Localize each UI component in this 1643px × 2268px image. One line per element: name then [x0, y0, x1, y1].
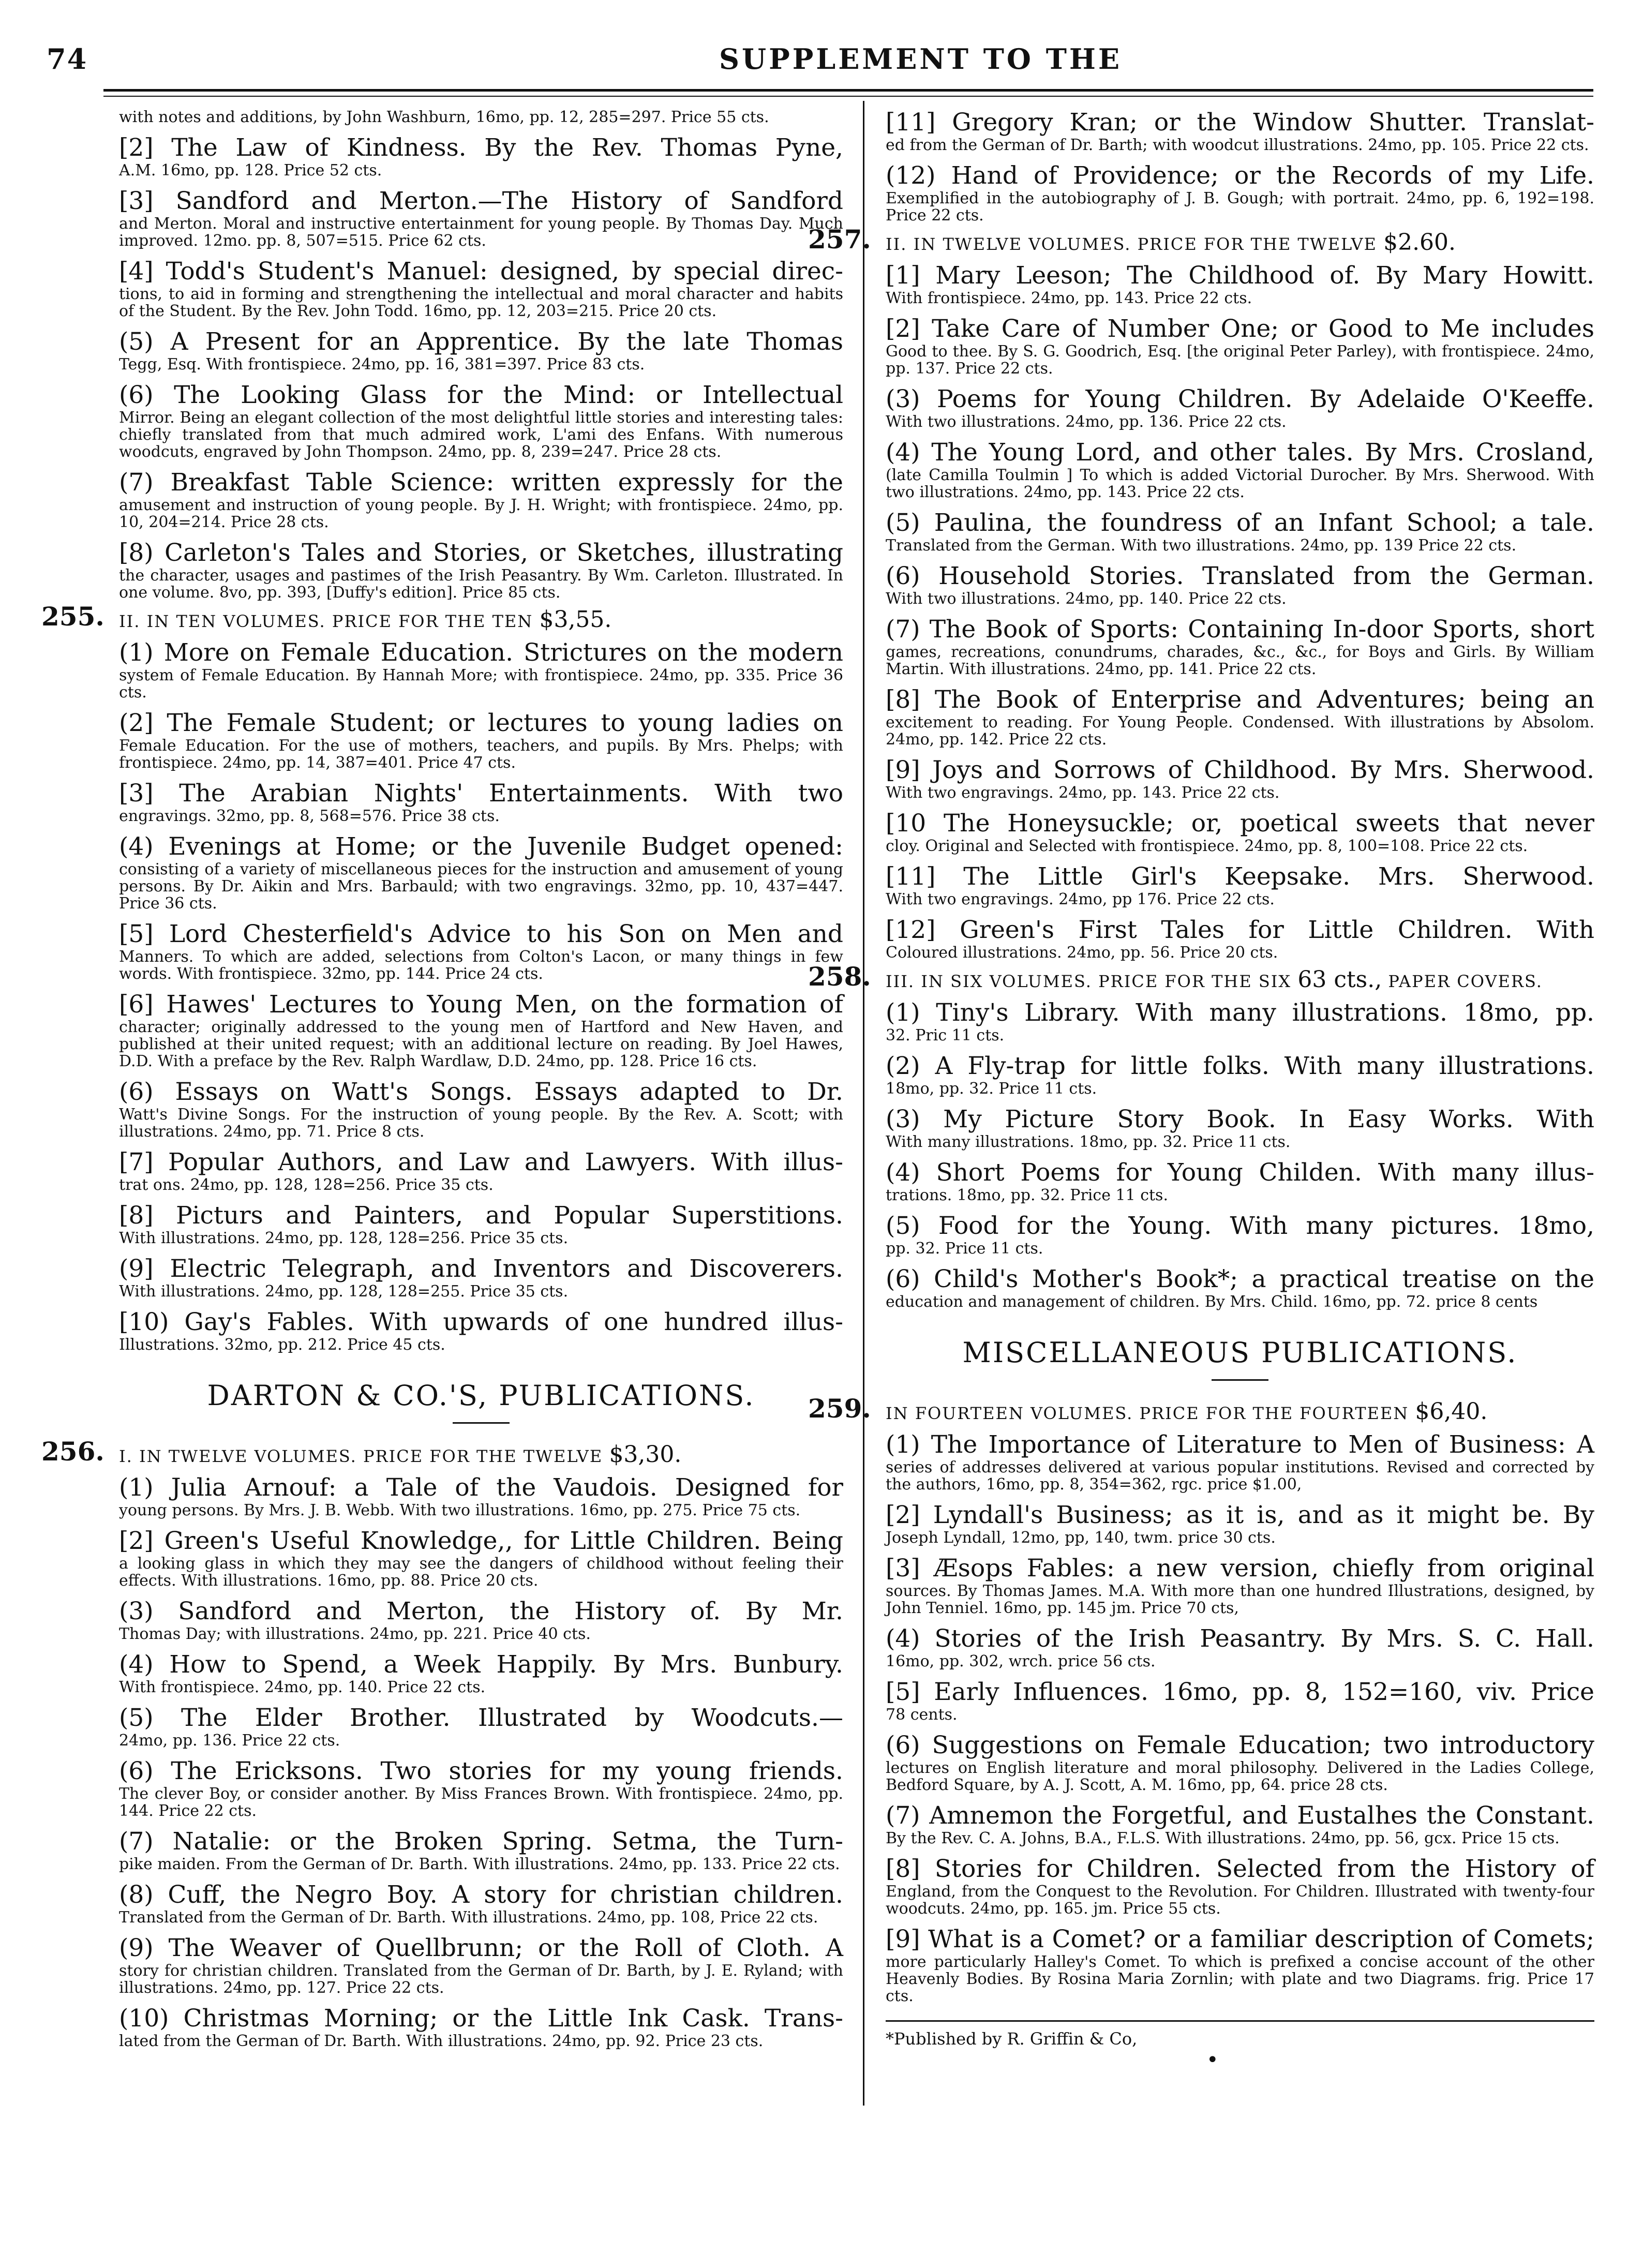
entry-description: tions, to aid in forming and strengthening the intellectual and moral character and habits of the Student. By the Rev. John Todd. 16mo, pp. 12, 203=215. Price 20 cts. [119, 285, 843, 320]
entry-description: sources. By Thomas James. M.A. With more than one hundred Illustrations, designed, by John Tenniel. 16mo, pp. 145 jm. Price 70 cts, [886, 1582, 1594, 1617]
page-number: 74 [47, 42, 88, 76]
catalog-entry [886, 916, 1594, 961]
group-tail: PAPER COVERS. [1388, 972, 1543, 991]
entry-title-line: [9] Joys and Sorrows of Childhood. By Mrs. Sherwood. [886, 756, 1594, 784]
group-price: $3,55. [539, 606, 612, 633]
entry-description: England, from the Conquest to the Revolution. For Children. Illustrated with twenty-four woodcuts. 24mo, pp. 165. jm. Price 55 cts. [886, 1883, 1594, 1918]
catalog-entry [119, 1202, 843, 1247]
entry-description: lectures on English literature and moral philosophy. Delivered in the Ladies College, Bedford Square, by A. J. Scott, A. M. 16mo, pp, 64. price 28 cts. [886, 1759, 1594, 1794]
lot-number: 259. [808, 1393, 871, 1424]
catalog-entry [886, 999, 1594, 1044]
entry-title-line: (5) Paulina, the foundress of an Infant School; a tale. [886, 509, 1594, 537]
entry-description: pike maiden. From the German of Dr. Barth. With illustrations. 24mo, pp. 133. Price 22 cts. [119, 1855, 840, 1873]
entry-description: engravings. 32mo, pp. 8, 568=576. Price 38 cts. [119, 807, 500, 825]
entry-description: With illustrations. 24mo, pp. 128, 128=256. Price 35 cts. [119, 1229, 569, 1247]
group-price: $2.60. [1383, 229, 1456, 256]
entry-title-line: (1) More on Female Education. Strictures on the modern [119, 638, 843, 667]
entry-description: cloy. Original and Selected with frontispiece. 24mo, pp. 8, 100=108. Price 22 cts. [886, 837, 1528, 855]
header-rule-thick [103, 89, 1593, 92]
catalog-entry [886, 109, 1594, 154]
column-divider [863, 101, 864, 2106]
entry-title-line: (3) Poems for Young Children. By Adelaide O'Keeffe. [886, 385, 1594, 413]
left-entries-a [119, 134, 843, 601]
entry-title-line: [12] Green's First Tales for Little Children. With [886, 916, 1594, 944]
catalog-entry [119, 1828, 843, 1873]
entry-title-line: (5) The Elder Brother. Illustrated by Woodcuts.— [119, 1704, 843, 1732]
entry-title-line: [10 The Honeysuckle; or, poetical sweets that never [886, 809, 1594, 838]
entry-title-line: (5) Food for the Young. With many pictures. 18mo, [886, 1212, 1594, 1240]
catalog-entry [119, 991, 843, 1070]
catalog-entry [886, 439, 1594, 501]
entry-description: (late Camilla Toulmin ] To which is added Victorial Durocher. By Mrs. Sherwood. With two illustrations. 24mo, pp. 143. Price 22 cts. [886, 466, 1594, 501]
entry-description: 18mo, pp. 32. Price 11 cts. [886, 1080, 1097, 1098]
group-price: $3,30. [609, 1441, 682, 1468]
catalog-entry [119, 469, 843, 531]
entry-title-line: (6) The Ericksons. Two stories for my young friends. [119, 1757, 843, 1785]
entry-description: lated from the German of Dr. Barth. With illustrations. 24mo, pp. 92. Price 23 cts. [119, 2032, 764, 2050]
entry-title-line: (7) Breakfast Table Science: written expressly for the [119, 468, 843, 497]
entry-title-line: [5] Early Influences. 16mo, pp. 8, 152=160, viv. Price [886, 1678, 1594, 1706]
entry-title-line: [5] Lord Chesterfield's Advice to his Son on Men and [119, 920, 843, 948]
entry-title-line: [8] The Book of Enterprise and Adventures; being an [886, 685, 1594, 714]
entry-title-line: (6) The Looking Glass for the Mind: or Intellectual [119, 381, 843, 409]
footnote-rule [886, 2020, 1594, 2022]
catalog-entry [119, 1881, 843, 1926]
entry-title-line: (12) Hand of Providence; or the Records of my Life. [886, 161, 1594, 190]
catalog-entry [886, 1159, 1594, 1204]
entry-title-line: [4] Todd's Student's Manuel: designed, by special direc- [119, 257, 843, 286]
section-rule [453, 1422, 510, 1424]
entry-title-line: (6) Essays on Watt's Songs. Essays adapted to Dr. [119, 1078, 843, 1106]
entry-title-line: (7) Natalie: or the Broken Spring. Setma, the Turn- [119, 1827, 843, 1856]
catalog-entry [119, 1704, 843, 1749]
entry-description: ed from the German of Dr. Barth; with woodcut illustrations. 24mo, pp. 105. Price 22 cts. [886, 136, 1589, 154]
entry-title-line: [3] The Arabian Nights' Entertainments. With two [119, 779, 843, 808]
left-column [41, 108, 843, 2058]
entry-title-line: (9] Electric Telegraph, and Inventors and Discoverers. [119, 1255, 843, 1283]
section-rule [1212, 1379, 1268, 1381]
group-label: I. IN TWELVE VOLUMES. PRICE FOR THE TWELVE [119, 1446, 603, 1466]
header-rule-thin [103, 96, 1593, 97]
catalog-entry [886, 1678, 1594, 1723]
group-price: $6,40. [1415, 1398, 1488, 1425]
entry-description: the character, usages and pastimes of the Irish Peasantry. By Wm. Carleton. Illustrated. In one volume. 8vo, pp. 393, [Duffy's edition]. Price 85 cts. [119, 566, 843, 602]
catalog-entry [886, 1732, 1594, 1794]
lot-group-259 [808, 1393, 1594, 1425]
catalog-entry [119, 1598, 843, 1643]
catalog-entry [886, 562, 1594, 607]
entry-title-line: [10) Gay's Fables. With upwards of one hundred illus- [119, 1308, 843, 1336]
entry-description: Mirror. Being an elegant collection of the most delightful little stories and interesting tales: chiefly translated from that much admired work, L'ami des Enfans. With numerous woodcuts, engraved by John Thompson. 24mo, pp. 8, 239=247. Price 28 cts. [119, 409, 843, 461]
catalog-entry [886, 1431, 1594, 1493]
entry-description: 16mo, pp. 302, wrch. price 56 cts. [886, 1652, 1156, 1670]
entry-title-line: [11] Gregory Kran; or the Window Shutter. Translat- [886, 108, 1594, 137]
right-entries-d [886, 1431, 1594, 2005]
catalog-entry [119, 1474, 843, 1519]
entry-title-line: (3) Sandford and Merton, the History of. By Mr. [119, 1597, 843, 1625]
lot-group-255 [41, 601, 843, 633]
entry-description: Exemplified in the autobiography of J. B. Gough; with portrait. 24mo, pp. 6, 192=198. Price 22 cts. [886, 189, 1594, 225]
entry-description: Translated from the German of Dr. Barth. With illustrations. 24mo, pp. 108, Price 22 cts. [119, 1908, 818, 1927]
entry-title-line: [2] Take Care of Number One; or Good to Me includes [886, 315, 1594, 343]
left-entries-b [119, 639, 843, 1353]
entry-title-line: (1) Tiny's Library. With many illustrations. 18mo, pp. [886, 998, 1594, 1027]
entry-description: Tegg, Esq. With frontispiece. 24mo, pp. 16, 381=397. Price 83 cts. [119, 355, 645, 374]
catalog-entry [119, 134, 843, 179]
catalog-entry [119, 1148, 843, 1193]
page-header [47, 42, 1596, 84]
catalog-entry [886, 863, 1594, 908]
catalog-entry [886, 810, 1594, 855]
catalog-entry [886, 1802, 1594, 1847]
entry-description: 78 cents. [886, 1706, 958, 1724]
catalog-entry [886, 262, 1594, 307]
entry-description: Joseph Lyndall, 12mo, pp, 140, twm. price 30 cts. [886, 1529, 1276, 1547]
entry-description: Female Education. For the use of mothers, teachers, and pupils. By Mrs. Phelps; with frontispiece. 24mo, pp. 14, 387=401. Price 47 cts. [119, 737, 843, 772]
lot-number: 255. [41, 601, 104, 632]
group-label: III. IN SIX VOLUMES. PRICE FOR THE SIX [886, 972, 1292, 991]
entry-description: With two illustrations. 24mo, pp. 136. Price 22 cts. [886, 413, 1287, 431]
catalog-entry [119, 1527, 843, 1589]
right-column [808, 108, 1594, 2072]
entry-title-line: (1) The Importance of Literature to Men of Business: A [886, 1430, 1594, 1459]
stray-mark: • [1206, 2048, 1219, 2072]
left-entries-c [119, 1474, 843, 2050]
entry-description: character; originally addressed to the young men of Hartford and New Haven, and published at their united request; with an additional lecture on reading. By Joel Hawes, D.D. With a preface by the Rev. Ralph Wardlaw, D.D. 24mo, pp. 128. Price 16 cts. [119, 1018, 843, 1070]
running-head: SUPPLEMENT TO THE [719, 42, 1123, 76]
entry-description: Good to thee. By S. G. Goodrich, Esq. [the original Peter Parley), with frontispiece. 24mo, pp. 137. Price 22 cts. [886, 342, 1594, 378]
entry-description: trations. 18mo, pp. 32. Price 11 cts. [886, 1186, 1168, 1204]
entry-description: Watt's Divine Songs. For the instruction of young people. By the Rev. A. Scott; with illustrations. 24mo, pp. 71. Price 8 cts. [119, 1106, 843, 1141]
right-entries-b [886, 262, 1594, 961]
entry-description: excitement to reading. For Young People. Condensed. With illustrations by Absolom. 24mo, pp. 142. Price 22 cts. [886, 713, 1594, 749]
lot-number: 257. [808, 224, 871, 255]
entry-description: pp. 32. Price 11 cts. [886, 1240, 1043, 1258]
section-heading-miscellaneous: MISCELLANEOUS PUBLICATIONS. [962, 1336, 1518, 1369]
entry-description: With two illustrations. 24mo, pp. 140. Price 22 cts. [886, 590, 1287, 608]
lot-group-257 [808, 224, 1594, 256]
entry-title-line: (7) The Book of Sports: Containing In-door Sports, short [886, 615, 1594, 644]
entry-description: Manners. To which are added, selections from Colton's Lacon, or many things in few words. With frontispiece. 32mo, pp. 144. Price 24 cts. [119, 948, 843, 983]
entry-title-line: [2] The Law of Kindness. By the Rev. Thomas Pyne, [119, 133, 843, 162]
entry-title-line: [7] Popular Authors, and Law and Lawyers. With illus- [119, 1148, 843, 1176]
entry-title-line: (8) Cuff, the Negro Boy. A story for christian children. [119, 1881, 843, 1909]
catalog-entry [886, 616, 1594, 678]
entry-title-line: (4) Stories of the Irish Peasantry. By Mrs. S. C. Hall. [886, 1624, 1594, 1653]
continuation-text: with notes and additions, by John Washburn, 16mo, pp. 12, 285=297. Price 55 cts. [119, 108, 769, 126]
entry-title-line: [8) Carleton's Tales and Stories, or Sketches, illustrating [119, 539, 843, 567]
footnote: *Published by R. Griffin & Co, [886, 2029, 1138, 2049]
catalog-entry [886, 1555, 1594, 1617]
catalog-entry [119, 1078, 843, 1140]
catalog-entry [119, 1651, 843, 1696]
catalog-entry [886, 385, 1594, 430]
catalog-entry [886, 1106, 1594, 1151]
entry-description: A.M. 16mo, pp. 128. Price 52 cts. [119, 161, 382, 180]
catalog-entry [886, 1855, 1594, 1917]
group-label: II. IN TEN VOLUMES. PRICE FOR THE TEN [119, 611, 533, 631]
entry-description: amusement and instruction of young people. By J. H. Wright; with frontispiece. 24mo, pp. 10, 204=214. Price 28 cts. [119, 496, 843, 531]
entry-title-line: (4) How to Spend, a Week Happily. By Mrs. Bunbury. [119, 1650, 843, 1679]
entry-description: With many illustrations. 18mo, pp. 32. Price 11 cts. [886, 1133, 1291, 1151]
entry-title-line: (6) Suggestions on Female Education; two introductory [886, 1731, 1594, 1759]
catalog-entry [119, 920, 843, 982]
entry-title-line: (10) Christmas Morning; or the Little Ink Cask. Trans- [119, 2004, 843, 2033]
catalog-entry [119, 639, 843, 701]
entry-description: a looking glass in which they may see the dangers of childhood without feeling their effects. With illustrations. 16mo, pp. 88. Price 20 cts. [119, 1555, 843, 1590]
entry-description: story for christian children. Translated from the German of Dr. Barth, by J. E. Ryland; with illustrations. 24mo, pp. 127. Price 22 cts. [119, 1962, 843, 1997]
entry-description: By the Rev. C. A. Johns, B.A., F.L.S. With illustrations. 24mo, pp. 56, gcx. Price 15 cts. [886, 1829, 1560, 1847]
catalog-entry [119, 1308, 843, 1353]
entry-title-line: (1) Julia Arnouf: a Tale of the Vaudois. Designed for [119, 1473, 843, 1502]
entry-description: 32. Pric 11 cts. [886, 1026, 1005, 1045]
right-entries-a [886, 109, 1594, 224]
entry-title-line: (4) Evenings at Home; or the Juvenile Budget opened: [119, 832, 843, 861]
catalog-entry [886, 1265, 1594, 1310]
entry-title-line: [6] Hawes' Lectures to Young Men, on the formation of [119, 990, 843, 1019]
catalog-entry [119, 833, 843, 912]
entry-description: Illustrations. 32mo, pp. 212. Price 45 cts. [119, 1336, 445, 1354]
lot-number: 258. [808, 961, 871, 992]
catalog-entry [886, 1501, 1594, 1546]
entry-title-line: (7) Amnemon the Forgetful, and Eustalhes the Constant. [886, 1801, 1594, 1830]
entry-title-line: (2] The Female Student; or lectures to young ladies on [119, 709, 843, 737]
catalog-entry [119, 187, 843, 249]
right-entries-c [886, 999, 1594, 1310]
entry-description: Coloured illustrations. 24mo, pp. 56. Price 20 cts. [886, 944, 1278, 962]
catalog-entry [119, 381, 843, 460]
entry-description: consisting of a variety of miscellaneous pieces for the instruction and amusement of young persons. By Dr. Aikin and Mrs. Barbauld; with two engravings. 32mo, pp. 10, 437=447. Price 36 cts. [119, 860, 843, 913]
entry-title-line: [3] Æsops Fables: a new version, chiefly from original [886, 1554, 1594, 1583]
catalog-entry [886, 1052, 1594, 1097]
entry-description: 24mo, pp. 136. Price 22 cts. [119, 1732, 340, 1750]
lot-number: 256. [41, 1436, 104, 1467]
catalog-entry [886, 509, 1594, 554]
entry-description: With two engravings. 24mo, pp. 143. Price 22 cts. [886, 784, 1280, 802]
entry-title-line: [9] What is a Comet? or a familiar description of Comets; [886, 1925, 1594, 1953]
catalog-entry [886, 315, 1594, 377]
entry-title-line: (5) A Present for an Apprentice. By the late Thomas [119, 327, 843, 356]
entry-description: With illustrations. 24mo, pp. 128, 128=255. Price 35 cts. [119, 1282, 569, 1301]
catalog-entry [886, 1212, 1594, 1257]
entry-title-line: [11] The Little Girl's Keepsake. Mrs. Sherwood. [886, 862, 1594, 891]
entry-description: With frontispiece. 24mo, pp. 140. Price 22 cts. [119, 1678, 486, 1696]
catalog-entry [886, 756, 1594, 801]
catalog-entry [119, 1255, 843, 1300]
entry-description: The clever Boy, or consider another. By Miss Frances Brown. With frontispiece. 24mo, pp. 144. Price 22 cts. [119, 1785, 843, 1820]
entry-description: games, recreations, conundrums, charades, &c., &c., for Boys and Girls. By William Martin. With illustrations. 24mo, pp. 141. Price 22 cts. [886, 643, 1594, 678]
group-price: 63 cts., [1297, 966, 1382, 993]
entry-title-line: (3) My Picture Story Book. In Easy Works. With [886, 1105, 1594, 1133]
catalog-entry [886, 162, 1594, 224]
catalog-entry [119, 1757, 843, 1819]
catalog-entry [119, 709, 843, 771]
lot-group-256 [41, 1436, 843, 1468]
catalog-entry [886, 1625, 1594, 1670]
entry-title-line: [8] Stories for Children. Selected from the History of [886, 1855, 1594, 1883]
lot-group-258 [808, 961, 1594, 993]
entry-description: Thomas Day; with illustrations. 24mo, pp. 221. Price 40 cts. [119, 1625, 591, 1643]
entry-description: series of addresses delivered at various popular institutions. Revised and corrected by the authors, 16mo, pp. 8, 354=362, rgc. price $1.00, [886, 1458, 1594, 1494]
entry-title-line: [2] Green's Useful Knowledge,, for Little Children. Being [119, 1527, 843, 1555]
entry-description: With frontispiece. 24mo, pp. 143. Price 22 cts. [886, 289, 1252, 307]
entry-description: trat ons. 24mo, pp. 128, 128=256. Price 35 cts. [119, 1176, 494, 1194]
section-heading-darton: DARTON & CO.'S, PUBLICATIONS. [207, 1379, 755, 1412]
entry-title-line: [2] Lyndall's Business; as it is, and as it might be. By [886, 1501, 1594, 1529]
entry-title-line: (4) The Young Lord, and other tales. By Mrs. Crosland, [886, 438, 1594, 467]
catalog-entry [119, 2005, 843, 2050]
group-label: II. IN TWELVE VOLUMES. PRICE FOR THE TWELVE [886, 234, 1377, 254]
entry-title-line: (4) Short Poems for Young Childen. With many illus- [886, 1158, 1594, 1187]
entry-title-line: (9) The Weaver of Quellbrunn; or the Roll of Cloth. A [119, 1934, 843, 1962]
entry-description: system of Female Education. By Hannah More; with frontispiece. 24mo, pp. 335. Price 36 cts. [119, 666, 843, 702]
entry-title-line: (2) A Fly-trap for little folks. With many illustrations. [886, 1052, 1594, 1080]
catalog-entry [886, 1926, 1594, 2005]
catalog-entry [119, 328, 843, 373]
entry-description: and Merton. Moral and instructive entertainment for young people. By Thomas Day. Much improved. 12mo. pp. 8, 507=515. Price 62 cts. [119, 215, 843, 250]
catalog-entry [119, 258, 843, 320]
entry-description: more particularly Halley's Comet. To which is prefixed a concise account of the other Heavenly Bodies. By Rosina Maria Zornlin; with plate and two Diagrams. frig. Price 17 cts. [886, 1953, 1594, 2005]
catalog-entry [119, 539, 843, 601]
entry-title-line: (6) Child's Mother's Book*; a practical treatise on the [886, 1265, 1594, 1293]
group-label: IN FOURTEEN VOLUMES. PRICE FOR THE FOURTEEN [886, 1404, 1409, 1423]
catalog-entry [119, 780, 843, 825]
entry-description: With two engravings. 24mo, pp 176. Price 22 cts. [886, 890, 1275, 908]
entry-title-line: [3] Sandford and Merton.—The History of Sandford [119, 187, 843, 215]
entry-description: young persons. By Mrs. J. B. Webb. With two illustrations. 16mo, pp. 275. Price 75 cts. [119, 1501, 801, 1519]
entry-description: Translated from the German. With two illustrations. 24mo, pp. 139 Price 22 cts. [886, 536, 1517, 555]
entry-description: education and management of children. By Mrs. Child. 16mo, pp. 72. price 8 cents [886, 1293, 1538, 1311]
entry-title-line: [8] Picturs and Painters, and Popular Superstitions. [119, 1201, 843, 1230]
catalog-entry [886, 686, 1594, 748]
catalog-entry [119, 1934, 843, 1996]
entry-title-line: (6) Household Stories. Translated from the German. [886, 562, 1594, 590]
entry-title-line: [1] Mary Leeson; The Childhood of. By Mary Howitt. [886, 261, 1594, 290]
